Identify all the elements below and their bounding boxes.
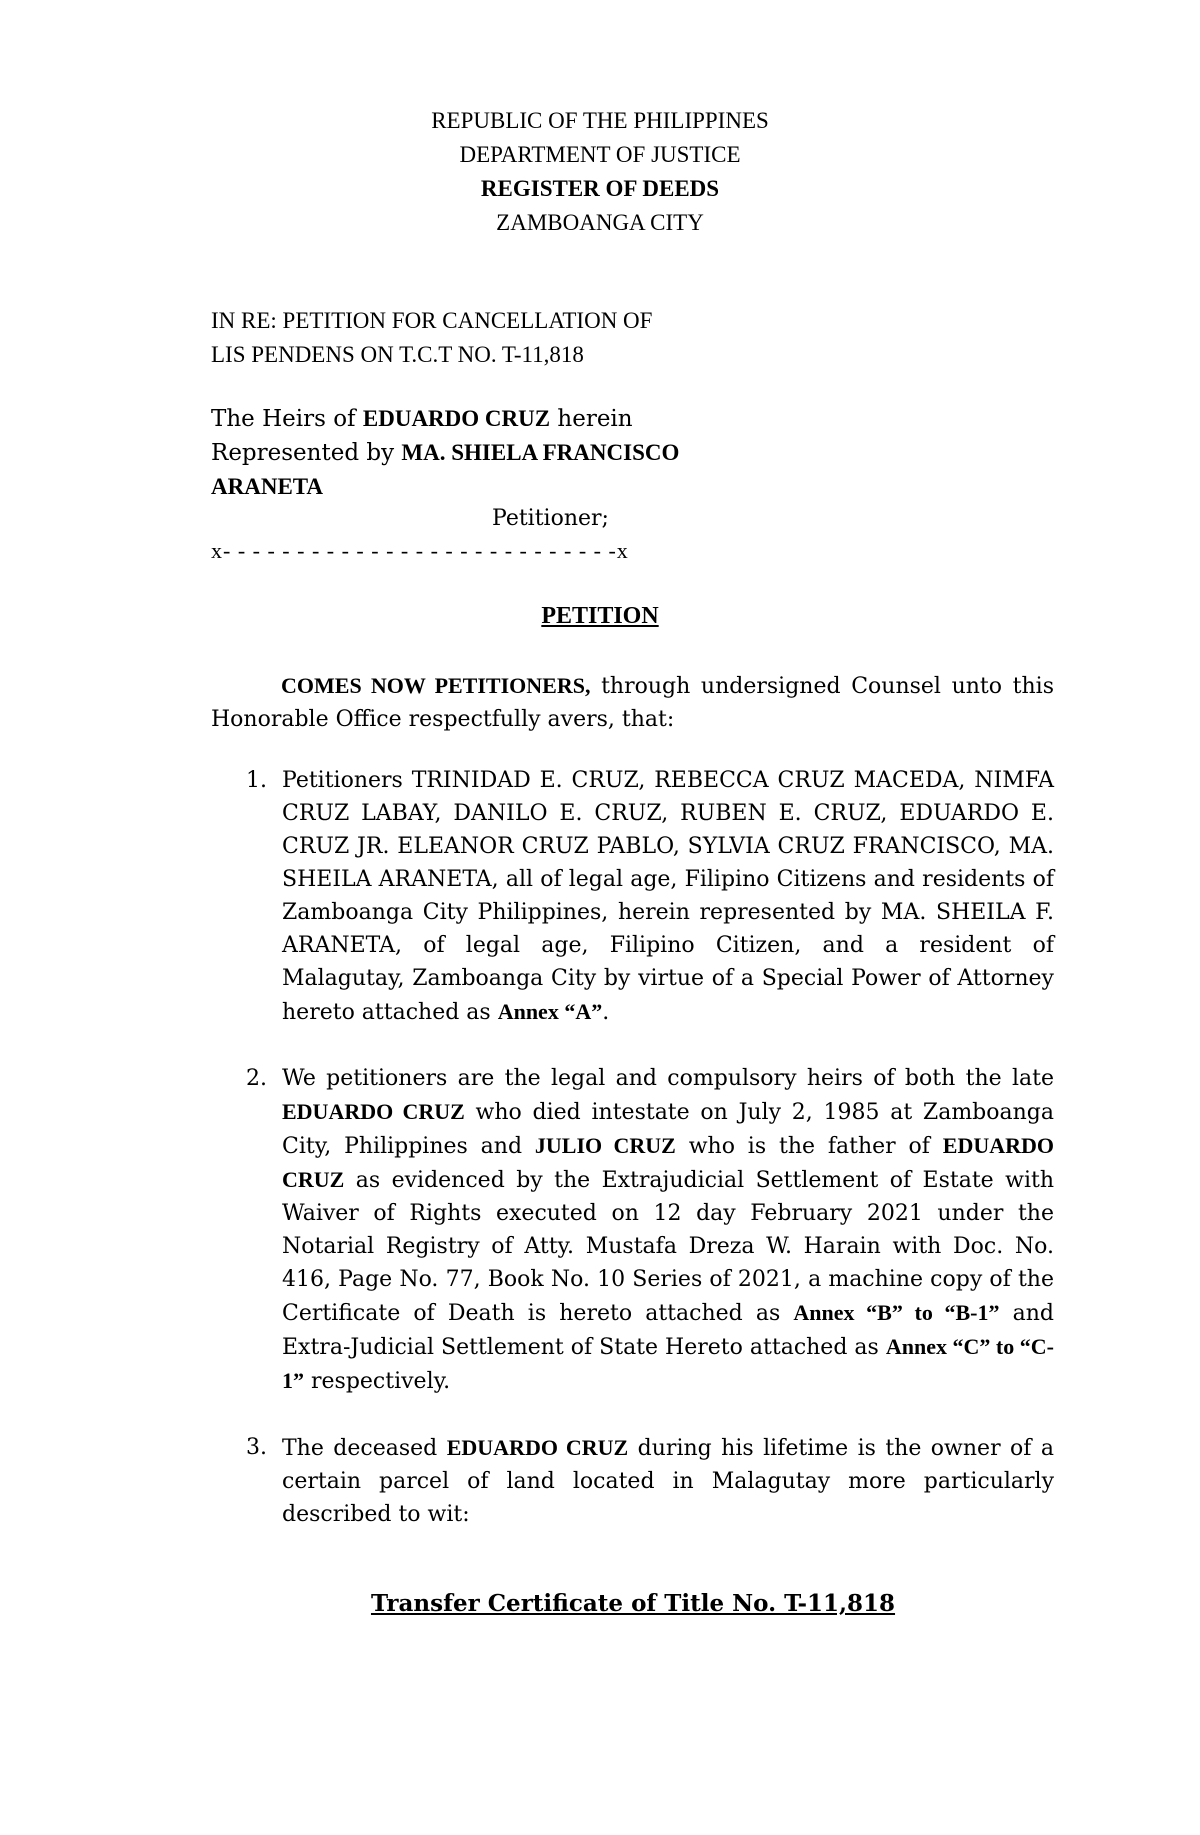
- item-text: We petitioners are the legal and compulsory heirs of both the late: [282, 1066, 1054, 1091]
- heirs-suffix: herein: [550, 406, 633, 432]
- intro-bold: COMES NOW PETITIONERS,: [281, 673, 591, 698]
- item-text: during his lifetime is the owner of a certain parcel of land located in Malagutay more particularly described to wit:: [282, 1436, 1054, 1527]
- list-item: [246, 764, 1054, 1029]
- list-item: [246, 1062, 1054, 1398]
- tct-heading: Transfer Certificate of Title No. T-11,818: [370, 1590, 896, 1617]
- intro-paragraph: [211, 669, 1054, 736]
- item-text: The deceased: [282, 1436, 447, 1461]
- item-text: and Extra-Judicial Settlement of State Hereto attached as: [282, 1301, 1054, 1360]
- item-annex: Annex “A”: [497, 999, 603, 1024]
- represented-prefix: Represented by: [211, 440, 402, 466]
- heirs-prefix: The Heirs of: [211, 406, 363, 432]
- item-annex: Annex “B” to “B-1”: [793, 1300, 1000, 1325]
- represented-line-2: [211, 470, 971, 504]
- item-bold: JULIO CRUZ: [534, 1133, 676, 1158]
- represented-name-1: MA. SHIELA FRANCISCO: [401, 440, 680, 465]
- case-caption-parties: [211, 402, 971, 504]
- intro-text: through undersigned Counsel unto this Honorable Office respectfully avers, that:: [211, 674, 1054, 732]
- caption-divider: x- - - - - - - - - - - - - - - - - - - - - - - - - - -x: [211, 538, 629, 563]
- inre-line-1: IN RE: PETITION FOR CANCELLATION OF: [211, 308, 653, 333]
- heirs-name: EDUARDO CRUZ: [362, 406, 551, 431]
- item-text: as evidenced by the Extrajudicial Settlement of Estate with Waiver of Rights executed on 12 day February 2021 under the Notarial Registry of Atty. Mustafa Dreza W. Harain with Doc. No. 416, Page No. 77, Book No. 10 Series of 2021, a machine copy of the Certificate of Death is hereto attached as: [282, 1168, 1054, 1326]
- inre-line-2: LIS PENDENS ON T.C.T NO. T-11,818: [211, 342, 584, 367]
- represented-line: [211, 436, 971, 470]
- item-bold: EDUARDO CRUZ: [282, 1133, 1054, 1192]
- header-department: DEPARTMENT OF JUSTICE: [459, 142, 741, 167]
- document-title: PETITION: [541, 603, 659, 629]
- item-text: Petitioners TRINIDAD E. CRUZ, REBECCA CRUZ MACEDA, NIMFA CRUZ LABAY, DANILO E. CRUZ, RUBEN E. CRUZ, EDUARDO E. CRUZ JR. ELEANOR CRUZ PABLO, SYLVIA CRUZ FRANCISCO, MA. SHEILA ARANETA, all of legal age, Filipino Citizens and residents of Zamboanga City Philippines, herein represented by MA. SHEILA F. ARANETA, of legal age, Filipino Citizen, and a resident of Malagutay, Zamboanga City by virtue of a Special Power of Attorney hereto attached as: [282, 768, 1054, 1025]
- item-number: 2.: [246, 1066, 267, 1091]
- header-republic: REPUBLIC OF THE PHILIPPINES: [431, 108, 769, 133]
- header-city: ZAMBOANGA CITY: [496, 210, 704, 235]
- item-number: 3.: [246, 1435, 267, 1460]
- item-text: who died intestate on July 2, 1985 at Zamboanga City, Philippines and: [282, 1100, 1054, 1159]
- case-caption-inre: [211, 304, 971, 372]
- allegations-list: [246, 764, 1054, 1564]
- item-text: who is the father of: [675, 1134, 943, 1159]
- petitioner-label: Petitioner;: [492, 506, 609, 531]
- item-text: respectively.: [304, 1369, 451, 1394]
- item-number: 1.: [246, 768, 267, 793]
- list-item: [246, 1431, 1054, 1531]
- item-annex: Annex “C” to “C-1”: [282, 1334, 1054, 1393]
- document-header: [0, 104, 1200, 240]
- heirs-line: [211, 402, 971, 436]
- header-register: REGISTER OF DEEDS: [480, 176, 720, 201]
- represented-name-2: ARANETA: [211, 474, 324, 499]
- item-bold: EDUARDO CRUZ: [446, 1435, 629, 1460]
- item-end: .: [602, 1000, 610, 1025]
- item-bold: EDUARDO CRUZ: [282, 1099, 465, 1124]
